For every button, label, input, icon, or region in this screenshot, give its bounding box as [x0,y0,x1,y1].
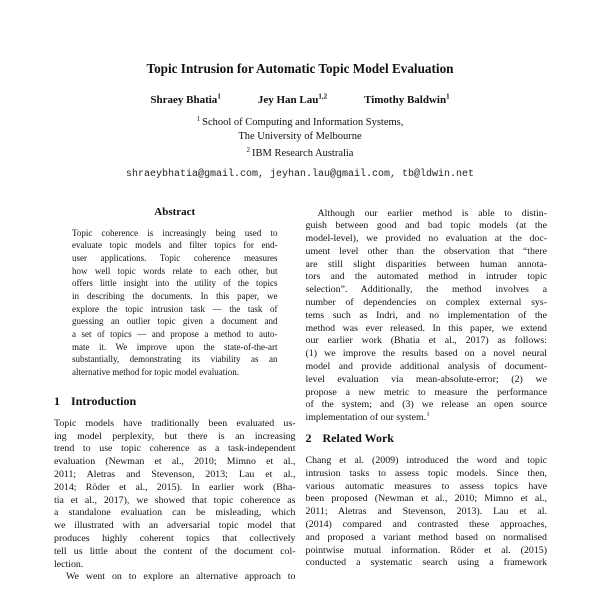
section-heading-related-work [306,431,548,445]
text-line: pointwise mutual information. Röder et al. (2015) [305,544,547,556]
text-line: level evaluation via mean-absolute-error; (2) we [305,373,547,385]
section-title: Related Work [322,431,394,446]
abstract-heading: Abstract [154,205,196,218]
text-line: Topic coherence is increasingly being used to [72,227,278,238]
text-line: Chang et al. (2009) introduced the word and topic [305,455,547,467]
text-line: our earlier work (Bhatia et al., 2017) as follows: [305,335,547,347]
text-line: tors and the automated method in intruder topic [305,271,547,283]
affiliation-marker: 1 [196,114,201,123]
affiliation-list [0,116,600,161]
section-heading-introduction [54,394,296,408]
text-line: selection”. Additionally, the method involves a [305,284,547,296]
text-line: in describing the documents. In this paper, we [72,290,278,301]
text-line: various automatic measures to assess topics have [305,480,547,492]
introduction-paragraph-1 [54,418,296,572]
text-line: substantially, demonstrating its viability as an [72,354,278,365]
text-line: propose a new metric to measure the performance [305,386,547,398]
paragraph-last-line: implementation of our system. [305,412,427,424]
text-line: how well topic words relate to each other, but [72,265,278,276]
text-line: Topic models have traditionally been evaluated us- [54,417,296,429]
text-line: and proposed a variant method based on normalised [305,531,547,543]
author [150,94,220,107]
text-line: (1) we improve the results based on a novel neural [305,348,547,360]
author-emails: shraeybhatia@gmail.com, jeyhan.lau@gmail.com, tb@ldwin.net [125,168,475,180]
text-line: mate it. We improve upon the state-of-the-art [72,341,278,352]
text-line: We went on to explore an alternative approach to [66,571,296,583]
author-name: Jey Han Lau [257,94,319,106]
text-line: method was ever released. In this paper, we extend [305,322,547,334]
body-paragraph-1 [306,208,548,413]
affiliation-text: The University of Melbourne [238,130,362,142]
text-line: explore the topic intrusion task — the task of [72,303,278,314]
text-line: tems such as Indri, and no implementation of the [305,309,547,321]
text-line: been proposed (Newman et al., 2010; Mimno et al., [305,493,547,505]
text-line [306,412,548,425]
introduction-paragraph-2 [54,571,296,584]
text-line: 2011; Aletras and Stevenson, 2013). Lau et al. [305,506,547,518]
affiliation-marker: 2 [246,145,250,154]
abstract-text [72,228,278,380]
author-list [0,94,600,107]
two-column-body [0,204,600,585]
text-line: offers little insight into the utility of the topics [72,278,278,289]
author [364,94,450,107]
text-line: alternative method for topic model evaluation. [72,367,239,378]
author-name: Shraey Bhatia [150,94,218,106]
affiliation-line [0,130,600,144]
text-line: tia et al., 2017), we showed that topic coherence as [54,494,296,506]
right-column [306,204,548,571]
text-line: of the system; and (3) we release an open source [305,399,547,411]
text-line: ument level other than the observation that “there [305,245,547,257]
section-title: Introduction [71,393,137,408]
section-number: 1 [54,393,60,408]
author [258,94,327,107]
text-line: evaluate topic models and filter topics for end- [72,240,278,251]
text-line: are still slight disparities between human annota- [305,258,547,270]
affiliation-line [0,116,600,130]
text-line: produces highly coherent topics that collectively [54,532,296,544]
text-line: user applications. Topic coherence measures [72,252,278,263]
text-line: intrusion tasks to assess topic models. Since then, [305,467,547,479]
text-line: number of dependencies on complex external sys- [305,297,547,309]
text-line: ing model perplexity, but there is an increasing [54,430,296,442]
text-line: conducted a systematic search using a framework [305,557,547,569]
text-line: a set of topics — and propose a method to auto- [72,329,278,339]
text-line: evaluation (Newman et al., 2010; Mimno et al., [54,456,296,468]
text-line: lection. [54,558,84,570]
text-line: (2014) compared and contrasted these approaches, [305,519,547,531]
text-line: 2011; Aletras and Stevenson, 2013; Lau et al., [54,468,296,480]
text-line: 2014; Röder et al., 2015). In earlier work (Bha- [54,481,296,493]
footnote-marker: 1 [426,412,430,418]
author-name: Timothy Baldwin [364,94,447,106]
affiliation-text: IBM Research Australia [252,148,354,159]
affiliation-line [0,147,600,161]
text-line: tell us little about the content of the document col- [54,545,296,557]
text-line: Although our earlier method is able to distin- [317,207,547,219]
text-line: guessing an outlier topic given a document and [72,316,278,327]
text-line: model and provide additional analysis of document- [305,361,547,373]
text-line: model-level), we provided no evaluation at the doc- [305,233,547,245]
author-affiliation-marker: 1 [217,92,221,101]
author-affiliation-marker: 1,2 [318,92,328,101]
left-column [54,204,296,585]
text-line: we illustrated with an adversarial topic model that [54,520,296,532]
text-line: guish between good and bad topic models (at the [305,220,547,232]
related-work-paragraph-1 [306,455,548,570]
author-affiliation-marker: 1 [446,92,450,101]
affiliation-text: School of Computing and Information Systems, [202,117,404,128]
text-line: a standalone evaluation can be misleading, which [54,507,296,519]
text-line: trend to use topic coherence as a task-independent [54,443,296,455]
section-number: 2 [305,431,312,446]
paper-title: Topic Intrusion for Automatic Topic Model Evaluation [146,61,454,76]
